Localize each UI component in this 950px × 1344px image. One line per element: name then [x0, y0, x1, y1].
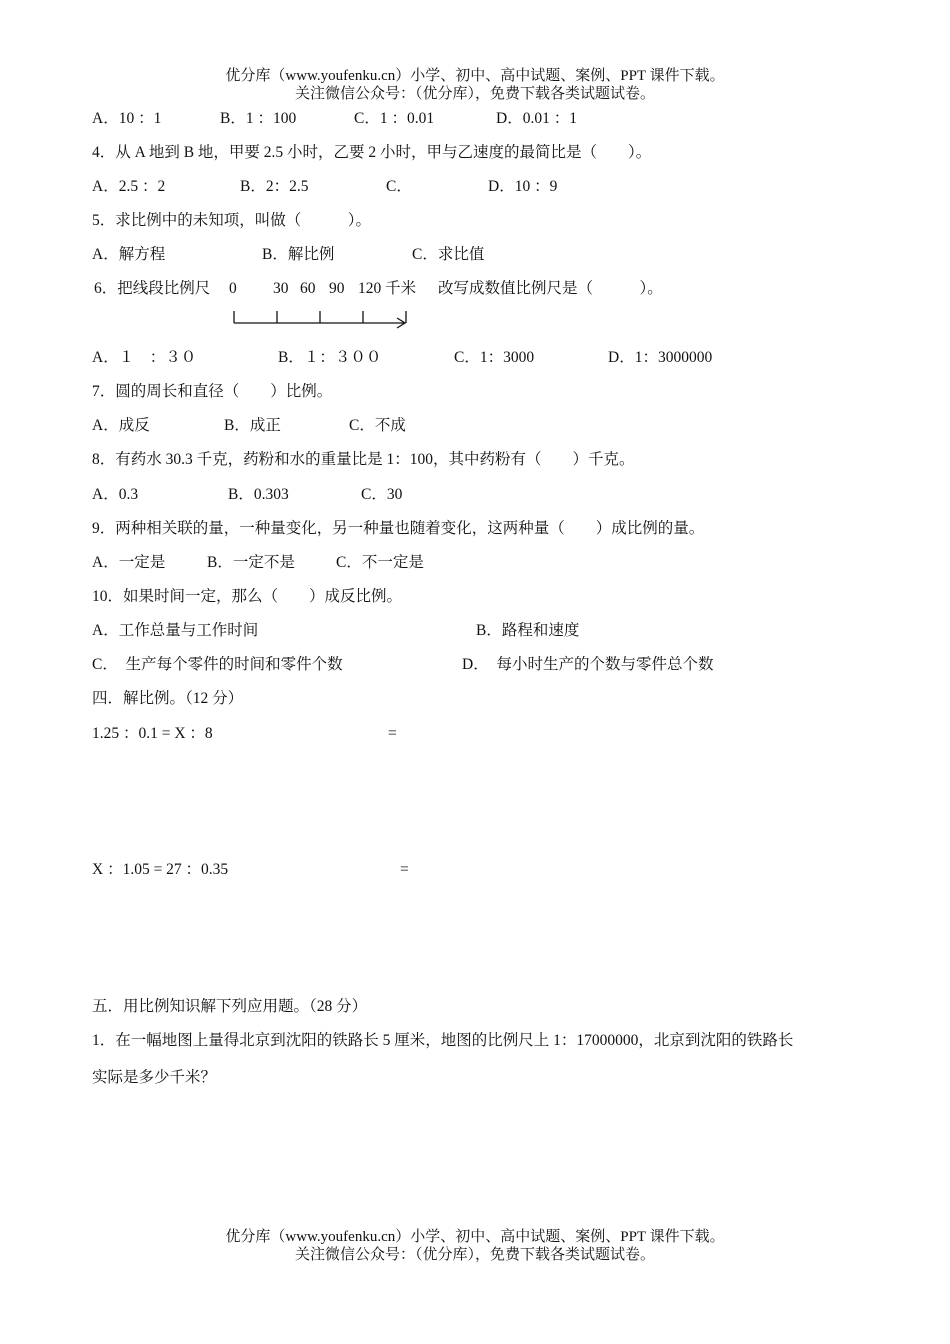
section5-title: 五．用比例知识解下列应用题。（28 分）	[92, 998, 368, 1015]
page-header-line1: 优分库（www.youfenku.cn）小学、初中、高中试题、案例、PPT 课件下载。	[225, 68, 725, 84]
scale-label-90: 90	[329, 280, 345, 297]
q7-option-b: B．成正	[224, 417, 281, 434]
q5-option-c: C．求比值	[412, 246, 485, 263]
scale-label-0: 0	[229, 280, 237, 297]
q10-option-a: A．工作总量与工作时间	[92, 622, 259, 639]
page-header-line2: 关注微信公众号：（优分库），免费下载各类试题试卷。	[294, 86, 655, 102]
q10-option-c: C． 生产每个零件的时间和零件个数	[92, 656, 343, 673]
q3-option-b: B．1 ：100	[220, 110, 297, 127]
q9-option-c: C．不一定是	[336, 554, 424, 571]
section4-equation-2-right: =	[400, 861, 409, 878]
q5-option-b: B．解比例	[262, 246, 335, 263]
q8-option-b: B．0.303	[228, 486, 289, 503]
q8-option-c: C．30	[361, 486, 403, 503]
section4-equation-2: X ：1.05 = 27 ：0.35	[92, 861, 229, 878]
page-footer-line2: 关注微信公众号：（优分库），免费下载各类试题试卷。	[294, 1247, 655, 1263]
q6-option-d: D．1：3000000	[608, 349, 713, 366]
q6-question-right: 改写成数值比例尺是（ ）。	[438, 280, 663, 297]
q3-option-d: D．0.01 ：1	[496, 110, 577, 127]
q6-option-c: C．1：3000	[454, 349, 535, 366]
q4-option-c: C．	[386, 178, 412, 195]
q3-option-a: A．10 ：1	[92, 110, 162, 127]
q10-option-d: D． 每小时生产的个数与零件总个数	[462, 656, 714, 673]
section4-equation-1-right: =	[388, 725, 397, 742]
q7-option-a: A．成反	[92, 417, 150, 434]
section4-title: 四．解比例。（12 分）	[92, 690, 244, 707]
q8-question: 8．有药水 30.3 千克，药粉和水的重量比是 1：100，其中药粉有（ ）千克。	[92, 451, 635, 468]
q4-option-a: A．2.5 ：2	[92, 178, 166, 195]
q9-option-b: B．一定不是	[207, 554, 295, 571]
page-footer-line1: 优分库（www.youfenku.cn）小学、初中、高中试题、案例、PPT 课件下载。	[225, 1229, 725, 1245]
q10-option-b: B．路程和速度	[476, 622, 580, 639]
q6-option-b: B．１：３００	[278, 349, 382, 366]
section5-q1-line2: 实际是多少千米？	[92, 1069, 217, 1086]
section5-q1-line1: 1．在一幅地图上量得北京到沈阳的铁路长 5 厘米，地图的比例尺上 1：17000000，北京到沈阳的铁路长	[92, 1032, 794, 1049]
q9-question: 9．两种相关联的量，一种量变化，另一种量也随着变化，这两种量（ ）成比例的量。	[92, 520, 705, 537]
q3-option-c: C．1 ：0.01	[354, 110, 435, 127]
scale-label-120km: 120 千米	[358, 280, 417, 297]
q6-question-left: 6．把线段比例尺	[94, 280, 211, 297]
scale-label-60: 60	[300, 280, 316, 297]
q6-option-a: A．１ ：３０	[92, 349, 197, 366]
section4-equation-1: 1.25 ：0.1 = X ：8	[92, 725, 213, 742]
scale-label-30: 30	[273, 280, 289, 297]
q8-option-a: A．0.3	[92, 486, 139, 503]
q7-question: 7．圆的周长和直径（ ）比例。	[92, 383, 333, 400]
q9-option-a: A．一定是	[92, 554, 166, 571]
q4-option-d: D．10 ：9	[488, 178, 558, 195]
q5-question: 5．求比例中的未知项，叫做（ ）。	[92, 212, 372, 229]
q10-question: 10．如果时间一定，那么（ ）成反比例。	[92, 588, 403, 605]
q4-option-b: B．2：2.5	[240, 178, 309, 195]
q4-question: 4．从 A 地到 B 地，甲要 2.5 小时，乙要 2 小时，甲与乙速度的最简比是（ ）。	[92, 144, 652, 161]
segment-scale-ruler	[226, 305, 416, 335]
q5-option-a: A．解方程	[92, 246, 166, 263]
q7-option-c: C．不成	[349, 417, 406, 434]
